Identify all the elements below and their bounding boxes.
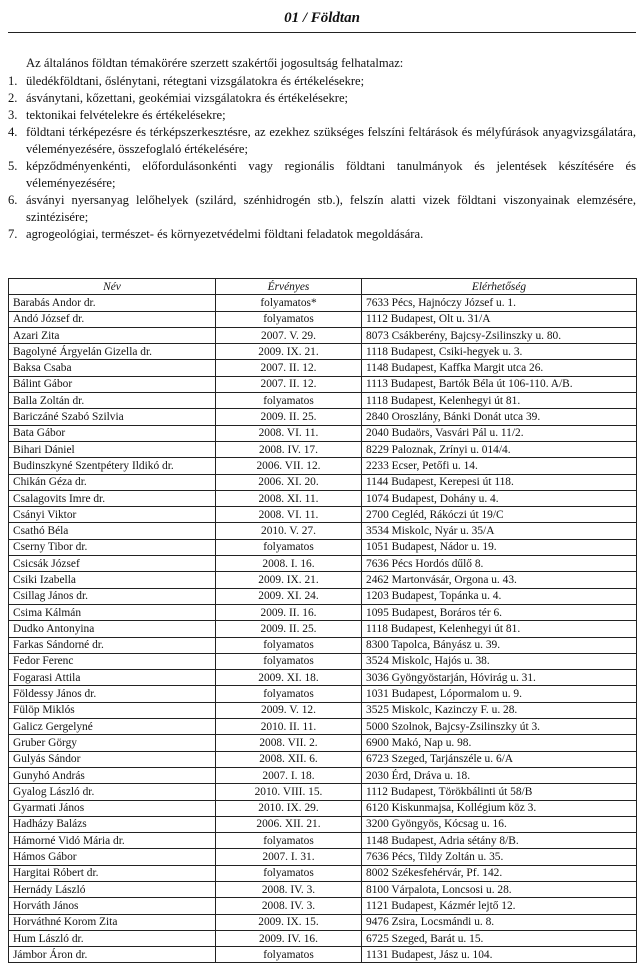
cell-name: Hum László dr. [9,930,216,946]
cell-contact: 2040 Budaörs, Vasvári Pál u. 11/2. [362,425,637,441]
cell-valid: 2008. I. 16. [216,556,362,572]
cell-contact: 8073 Csákberény, Bajcsy-Zsilinszky u. 80. [362,327,637,343]
table-row [9,898,637,914]
cell-valid: 2009. II. 25. [216,409,362,425]
cell-name: Fülöp Miklós [9,702,216,718]
cell-contact: 6725 Szeged, Barát u. 15. [362,930,637,946]
table-row [9,784,637,800]
cell-contact: 1121 Budapest, Kázmér lejtő 12. [362,898,637,914]
table-row [9,539,637,555]
list-item [8,124,636,158]
cell-name: Fedor Ferenc [9,653,216,669]
table-row [9,637,637,653]
cell-valid: 2009. XI. 18. [216,670,362,686]
cell-name: Csányi Viktor [9,507,216,523]
cell-valid: 2006. XII. 21. [216,816,362,832]
cell-name: Csalagovits Imre dr. [9,490,216,506]
cell-contact: 1095 Budapest, Boráros tér 6. [362,604,637,620]
cell-valid: 2007. II. 12. [216,376,362,392]
cell-contact: 1203 Budapest, Topánka u. 4. [362,588,637,604]
table-row [9,556,637,572]
cell-contact: 2030 Érd, Dráva u. 18. [362,767,637,783]
cell-valid: folyamatos [216,393,362,409]
table-row [9,376,637,392]
cell-valid: folyamatos [216,865,362,881]
table-row [9,295,637,311]
cell-name: Csiki Izabella [9,572,216,588]
column-header-valid: Érvényes [216,279,362,295]
table-row [9,588,637,604]
cell-contact: 3524 Miskolc, Hajós u. 38. [362,653,637,669]
table-row [9,327,637,343]
page-title: 01 / Földtan [284,10,360,26]
cell-name: Hadházy Balázs [9,816,216,832]
table-row [9,849,637,865]
cell-contact: 5000 Szolnok, Bajcsy-Zsilinszky út 3. [362,719,637,735]
title-divider [8,32,636,33]
cell-name: Csicsák József [9,556,216,572]
column-header-name: Név [9,279,216,295]
cell-contact: 1112 Budapest, Törökbálinti út 58/B [362,784,637,800]
table-row [9,409,637,425]
cell-valid: 2007. I. 18. [216,767,362,783]
list-item-text: ásványi nyersanyag lelőhelyek (szilárd, szénhidrogén stb.), felszín alatti vizek földtani viszonyainak elemzésére, szintézisére; [26,193,636,224]
cell-name: Azari Zita [9,327,216,343]
cell-valid: folyamatos [216,653,362,669]
cell-contact: 8300 Tapolca, Bányász u. 39. [362,637,637,653]
list-item-number: 2. [8,91,18,105]
table-row [9,767,637,783]
cell-contact: 1113 Budapest, Bartók Béla út 106-110. A/B. [362,376,637,392]
cell-valid: 2009. II. 16. [216,604,362,620]
cell-contact: 8002 Székesfehérvár, Pf. 142. [362,865,637,881]
cell-name: Chikán Géza dr. [9,474,216,490]
cell-name: Gyalog László dr. [9,784,216,800]
table-row [9,621,637,637]
intro-paragraph: Az általános földtan témakörére szerzett szakértői jogosultság felhatalmaz: [26,56,404,70]
table-row [9,670,637,686]
list-item [8,73,636,90]
cell-contact: 3200 Gyöngyös, Kócsag u. 16. [362,816,637,832]
table-row [9,719,637,735]
table-row [9,507,637,523]
cell-name: Balla Zoltán dr. [9,393,216,409]
cell-contact: 6120 Kiskunmajsa, Kollégium köz 3. [362,800,637,816]
list-item [8,107,636,124]
table-row [9,344,637,360]
cell-valid: 2008. IV. 3. [216,881,362,897]
list-item-text: képződményenkénti, előfordulásonkénti vagy regionális földtani tanulmányok és jelentések készítésére és véleményezésére; [26,159,636,190]
cell-name: Gunyhó András [9,767,216,783]
cell-contact: 1118 Budapest, Csiki-hegyek u. 3. [362,344,637,360]
cell-contact: 2840 Oroszlány, Bánki Donát utca 39. [362,409,637,425]
cell-valid: 2009. IX. 15. [216,914,362,930]
cell-valid: folyamatos [216,539,362,555]
table-row [9,604,637,620]
cell-name: Csima Kálmán [9,604,216,620]
list-item [8,90,636,107]
table-row [9,441,637,457]
cell-valid: folyamatos [216,833,362,849]
cell-contact: 2462 Martonvásár, Orgona u. 43. [362,572,637,588]
list-item-number: 3. [8,108,18,122]
cell-name: Jámbor Áron dr. [9,947,216,963]
cell-name: Bariczáné Szabó Szilvia [9,409,216,425]
list-item [8,226,636,243]
table-row [9,458,637,474]
cell-name: Földessy János dr. [9,686,216,702]
cell-name: Barabás Andor dr. [9,295,216,311]
cell-valid: 2006. XI. 20. [216,474,362,490]
cell-contact: 8100 Várpalota, Loncsosi u. 28. [362,881,637,897]
list-item-number: 4. [8,125,18,139]
cell-contact: 1074 Budapest, Dohány u. 4. [362,490,637,506]
cell-name: Dudko Antonyina [9,621,216,637]
table-row [9,702,637,718]
cell-name: Budinszkyné Szentpétery Ildikó dr. [9,458,216,474]
cell-contact: 6900 Makó, Nap u. 98. [362,735,637,751]
table-row [9,311,637,327]
table-row [9,393,637,409]
cell-contact: 1118 Budapest, Kelenhegyi út 81. [362,621,637,637]
list-item-text: ásványtani, kőzettani, geokémiai vizsgálatokra és értékelésekre; [26,91,349,105]
cell-valid: 2010. IX. 29. [216,800,362,816]
cell-name: Hámorné Vidó Mária dr. [9,833,216,849]
cell-valid: 2010. V. 27. [216,523,362,539]
cell-name: Horváth János [9,898,216,914]
table-row [9,816,637,832]
table-row [9,425,637,441]
cell-name: Gulyás Sándor [9,751,216,767]
cell-valid: 2006. VII. 12. [216,458,362,474]
cell-name: Bata Gábor [9,425,216,441]
cell-contact: 8229 Paloznak, Zrínyi u. 014/4. [362,441,637,457]
cell-name: Csillag János dr. [9,588,216,604]
table-header-row [9,279,637,295]
cell-contact: 1144 Budapest, Kerepesi út 118. [362,474,637,490]
table-row [9,572,637,588]
cell-contact: 3534 Miskolc, Nyár u. 35/A [362,523,637,539]
cell-valid: 2009. IX. 21. [216,572,362,588]
table-row [9,751,637,767]
cell-contact: 7633 Pécs, Hajnóczy József u. 1. [362,295,637,311]
list-item-text: üledékföldtani, őslénytani, rétegtani vizsgálatokra és értékelésekre; [26,74,365,88]
cell-valid: 2009. XI. 24. [216,588,362,604]
list-item-number: 6. [8,193,18,207]
cell-name: Hargitai Róbert dr. [9,865,216,881]
cell-contact: 1148 Budapest, Adria sétány 8/B. [362,833,637,849]
cell-name: Hámos Gábor [9,849,216,865]
cell-valid: 2008. XII. 6. [216,751,362,767]
cell-name: Horváthné Korom Zita [9,914,216,930]
table-row [9,474,637,490]
cell-name: Bagolyné Árgyelán Gizella dr. [9,344,216,360]
cell-valid: folyamatos [216,947,362,963]
cell-valid: 2007. V. 29. [216,327,362,343]
cell-valid: folyamatos [216,686,362,702]
list-item-text: agrogeológiai, természet- és környezetvédelmi földtani feladatok megoldására. [26,227,424,241]
cell-valid: 2009. V. 12. [216,702,362,718]
column-header-contact: Elérhetőség [362,279,637,295]
experts-table [8,278,637,963]
cell-valid: 2008. VI. 11. [216,507,362,523]
cell-name: Csathó Béla [9,523,216,539]
cell-valid: 2008. IV. 17. [216,441,362,457]
cell-name: Cserny Tibor dr. [9,539,216,555]
table-row [9,930,637,946]
table-row [9,800,637,816]
cell-contact: 1031 Budapest, Lópormalom u. 9. [362,686,637,702]
list-item-text: tektonikai felvételekre és értékelésekre; [26,108,226,122]
cell-name: Andó József dr. [9,311,216,327]
cell-name: Galicz Gergelyné [9,719,216,735]
cell-valid: 2008. VII. 2. [216,735,362,751]
cell-valid: 2009. II. 25. [216,621,362,637]
cell-valid: 2009. IV. 16. [216,930,362,946]
cell-valid: 2009. IX. 21. [216,344,362,360]
table-row [9,865,637,881]
table-row [9,947,637,963]
cell-valid: 2007. I. 31. [216,849,362,865]
cell-name: Farkas Sándorné dr. [9,637,216,653]
cell-name: Bihari Dániel [9,441,216,457]
table-row [9,653,637,669]
list-item-text: földtani térképezésre és térképszerkesztésre, az ezekhez szükséges felszíni feltárások és mélyfúrások anyagvizsgálatára, véleményezésére, összefoglaló értékelésére; [26,125,636,156]
table-row [9,735,637,751]
table-row [9,523,637,539]
cell-contact: 3525 Miskolc, Kazinczy F. u. 28. [362,702,637,718]
table-row [9,833,637,849]
cell-contact: 2233 Ecser, Petőfi u. 14. [362,458,637,474]
table-row [9,490,637,506]
table-row [9,686,637,702]
cell-contact: 9476 Zsira, Locsmándi u. 8. [362,914,637,930]
cell-valid: 2008. VI. 11. [216,425,362,441]
list-item-number: 1. [8,74,18,88]
cell-contact: 7636 Pécs, Tildy Zoltán u. 35. [362,849,637,865]
authorization-list [8,73,636,243]
list-item-number: 7. [8,227,18,241]
cell-valid: folyamatos [216,637,362,653]
cell-valid: folyamatos* [216,295,362,311]
list-item-number: 5. [8,159,18,173]
cell-valid: 2010. II. 11. [216,719,362,735]
table-row [9,914,637,930]
cell-contact: 7636 Pécs Hordós dűlő 8. [362,556,637,572]
list-item [8,192,636,226]
cell-name: Fogarasi Attila [9,670,216,686]
cell-contact: 2700 Cegléd, Rákóczi út 19/C [362,507,637,523]
cell-name: Gyarmati János [9,800,216,816]
cell-contact: 6723 Szeged, Tarjánszéle u. 6/A [362,751,637,767]
cell-name: Baksa Csaba [9,360,216,376]
table-row [9,881,637,897]
cell-valid: 2008. IV. 3. [216,898,362,914]
cell-contact: 3036 Gyöngyöstarján, Hóvirág u. 31. [362,670,637,686]
cell-contact: 1118 Budapest, Kelenhegyi út 81. [362,393,637,409]
table-row [9,360,637,376]
cell-name: Hernády László [9,881,216,897]
cell-valid: folyamatos [216,311,362,327]
cell-name: Bálint Gábor [9,376,216,392]
cell-valid: 2008. XI. 11. [216,490,362,506]
table-body [9,295,637,963]
cell-contact: 1131 Budapest, Jász u. 104. [362,947,637,963]
cell-valid: 2007. II. 12. [216,360,362,376]
cell-contact: 1112 Budapest, Olt u. 31/A [362,311,637,327]
cell-valid: 2010. VIII. 15. [216,784,362,800]
list-item [8,158,636,192]
cell-name: Gruber Görgy [9,735,216,751]
cell-contact: 1051 Budapest, Nádor u. 19. [362,539,637,555]
cell-contact: 1148 Budapest, Kaffka Margit utca 26. [362,360,637,376]
